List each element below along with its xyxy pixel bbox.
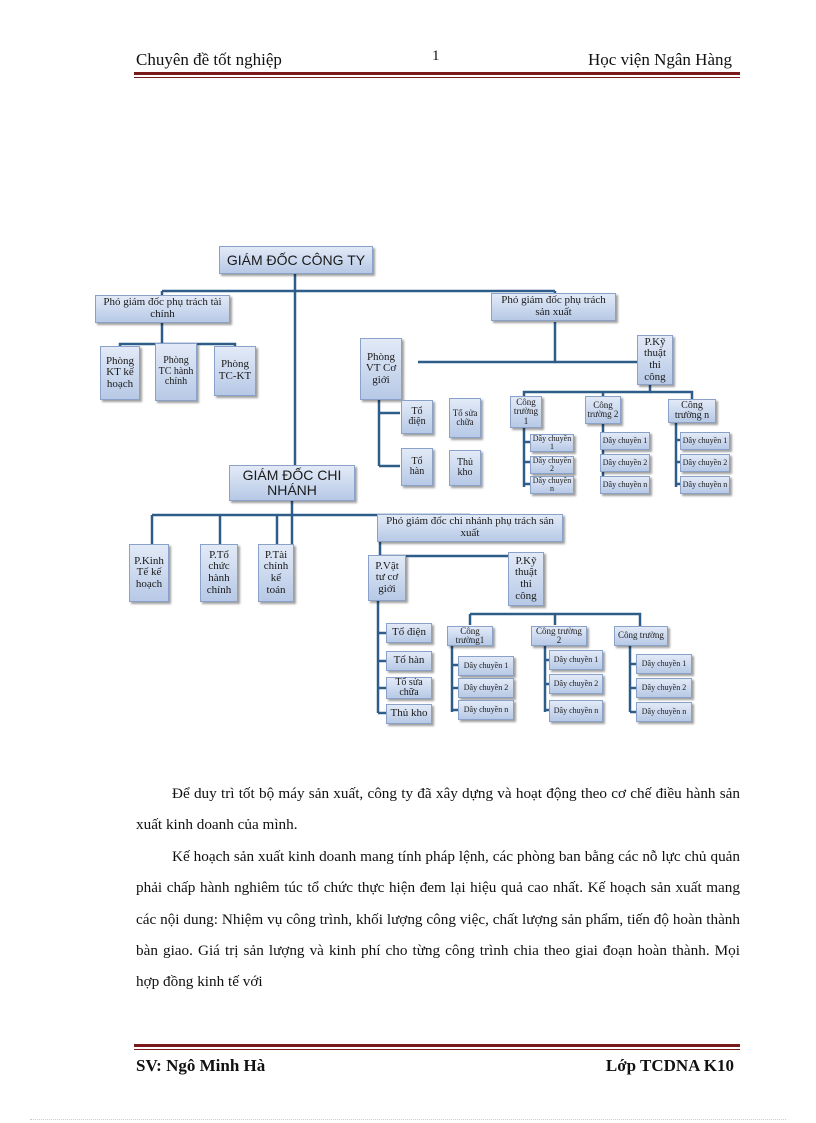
node-dept-tech: P.Kỹ thuật thi công [637,335,673,385]
node-line: Dây chuyền n [530,476,574,494]
node-branch-team: Tổ hàn [386,651,432,671]
node-branch-line: Dây chuyền n [636,702,692,722]
node-team: Tổ hàn [401,448,433,486]
page-number: 1 [432,48,440,64]
node-branch-site: Công trường1 [447,626,493,646]
node-branch-dept: P.Tổ chức hành chính [200,544,238,602]
node-branch-tech: P.Kỹ thuật thi công [508,552,544,606]
node-line: Dây chuyền 2 [680,454,730,472]
node-branch-line: Dây chuyền 2 [458,678,514,698]
node-line: Dây chuyền 1 [680,432,730,450]
node-branch-site: Công trường [614,626,668,646]
node-company-director: GIÁM ĐỐC CÔNG TY [219,246,373,274]
header-left-title: Chuyên đề tốt nghiệp [136,50,282,69]
footer-rule-thick [134,1044,740,1047]
node-line: Dây chuyền n [680,476,730,494]
node-dept-vt: Phòng VT Cơ giới [360,338,402,400]
node-team: Tổ điện [401,400,433,434]
node-branch-line: Dây chuyền n [549,700,603,722]
node-line: Dây chuyền 2 [530,456,574,474]
node-finance-dept: Phòng TC-KT [214,346,256,396]
body-paragraph: Kế hoạch sản xuất kinh doanh mang tính pháp lệnh, các phòng ban bằng các nỗ lực chủ quản phải chấp hành nghiêm túc tổ chức thực hiện đem lại hiệu quả cao nhất. Kế hoạch sản xuất mang các nội dung: Nhiệm vụ công trình, khối lượng công việc, chất lượng sản phẩm, tiến độ hoàn thành bàn giao. Giá trị sản lượng và kinh phí cho từng công trình chia theo giai đoạn hoàn thành. Mọi hợp đồng kinh tế với [136,847,740,991]
node-deputy-finance: Phó giám đốc phụ trách tài chính [95,295,230,323]
node-branch-team: Thủ kho [386,704,432,724]
node-branch-line: Dây chuyền 2 [549,674,603,694]
node-site: Công trường n [668,399,716,423]
node-deputy-production: Phó giám đốc phụ trách sản xuất [491,293,616,321]
node-line: Dây chuyền 1 [530,434,574,452]
node-branch-director: GIÁM ĐỐC CHI NHÁNH [229,465,355,501]
node-line: Dây chuyền n [600,476,650,494]
node-team: Thủ kho [449,450,481,486]
node-branch-line: Dây chuyền n [458,700,514,720]
node-branch-dept: P.Kinh Tế kế hoạch [129,544,169,602]
body-paragraph: Để duy trì tốt bộ máy sản xuất, công ty đã xây dựng và hoạt động theo cơ chế điều hành sản xuất kinh doanh của mình. [136,785,740,834]
node-line: Dây chuyền 1 [600,432,650,450]
node-branch-line: Dây chuyền 1 [636,654,692,674]
node-branch-team: Tổ sửa chữa [386,677,432,699]
footer-rule-thin [134,1049,740,1050]
node-line: Dây chuyền 2 [600,454,650,472]
node-branch-team: Tổ điện [386,623,432,643]
node-branch-line: Dây chuyền 1 [549,650,603,670]
node-branch-site: Công trường 2 [531,626,587,646]
body-text [136,778,740,998]
node-team: Tổ sửa chữa [449,398,481,438]
node-finance-dept: Phòng TC hành chính [155,343,197,401]
node-finance-dept: Phòng KT kế hoạch [100,346,140,400]
header-right-title: Học viện Ngân Hàng [588,50,732,69]
page-bottom-dotted-edge [30,1119,786,1120]
node-branch-deputy: Phó giám đốc chi nhánh phụ trách sản xuất [377,514,563,542]
node-branch-vt: P.Vật tư cơ giới [368,555,406,601]
node-branch-line: Dây chuyền 2 [636,678,692,698]
footer-class-name: Lớp TCDNA K10 [605,1056,734,1075]
node-site: Công trường 2 [585,396,621,424]
footer-student-name: SV: Ngô Minh Hà [136,1056,266,1075]
node-branch-dept: P.Tài chính kế toán [258,544,294,602]
node-branch-line: Dây chuyền 1 [458,656,514,676]
node-site: Công trường 1 [510,396,542,428]
